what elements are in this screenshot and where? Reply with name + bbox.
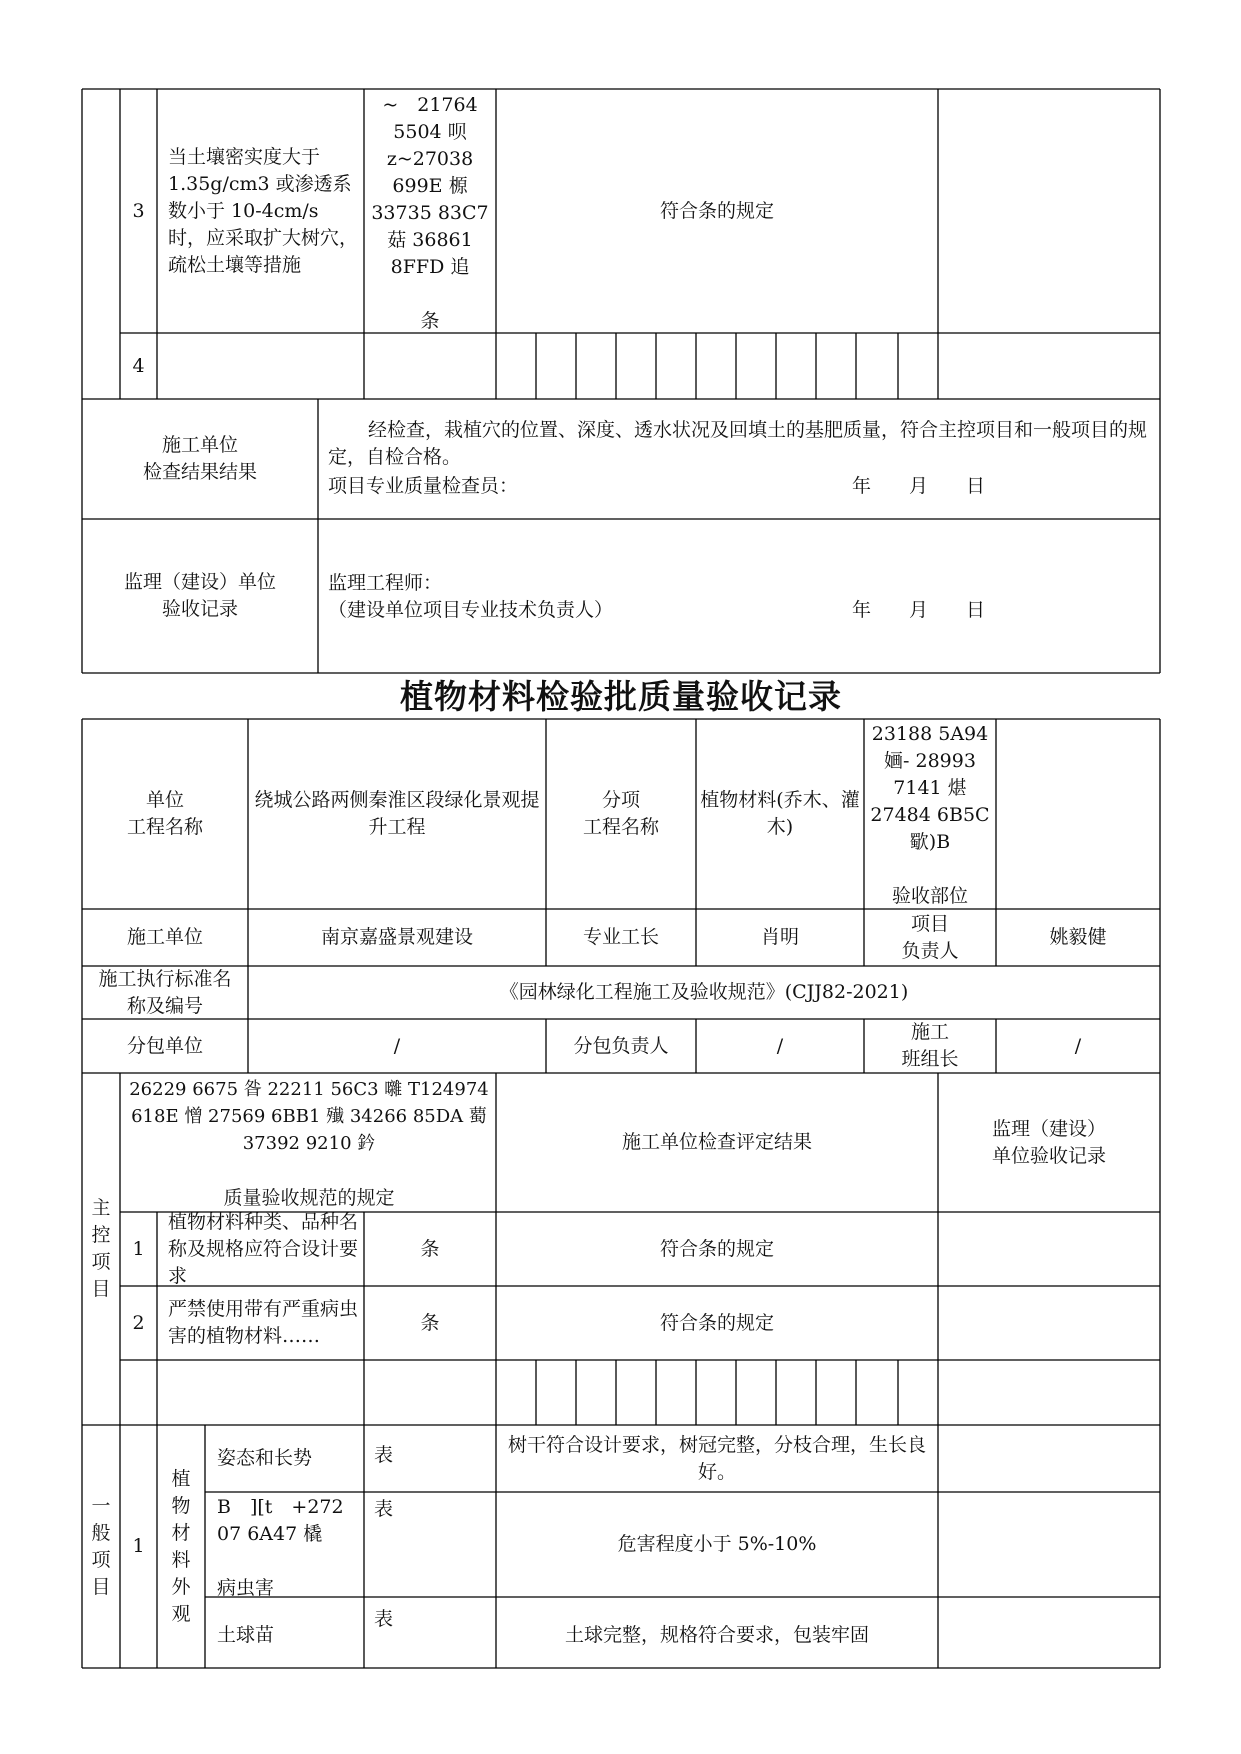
sub-manager-value: / (776, 1034, 784, 1057)
spec-garbled-header: 26229 6675 昝 22211 56C3 囃 T124974 618E 憎 27569 6BB1 殱 34266 85DA 薥 37392 9210 鈐 (129, 1079, 489, 1154)
main-row1-result: 符合条的规定 (659, 1237, 774, 1260)
general-items-label: 一 般 项 目 (91, 1494, 111, 1598)
row3-number: 3 (132, 199, 145, 222)
standard-label: 施工执行标准名 称及编号 (98, 967, 232, 1017)
root-ball-result: 土球完整，规格符合要求，包装牢固 (564, 1624, 869, 1646)
inspection-date: 年 月 日 (852, 475, 986, 497)
subcontractor-label: 分包单位 (126, 1034, 203, 1057)
general-row-number: 1 (132, 1535, 145, 1557)
construction-unit-value: 南京嘉盛景观建设 (320, 926, 473, 948)
project-manager-value: 姚毅健 (1049, 926, 1107, 948)
team-leader-label: 施工 班组长 (901, 1021, 959, 1070)
main-row2-result: 符合条的规定 (659, 1311, 774, 1334)
construction-unit-label: 施工单位 (126, 926, 203, 948)
unit-project-label: 单位 工程名称 (126, 789, 203, 838)
posture-growth-label (217, 1425, 362, 1492)
main-row2-requirement (168, 1286, 358, 1360)
posture-growth-result: 树干符合设计要求，树冠完整，分枝合理，生长良好。 (507, 1433, 926, 1483)
foreman-value: 肖明 (760, 926, 799, 948)
main-row2-clause: 条 (420, 1311, 440, 1334)
page-title: 植物材料检验批质量验收记录 (400, 677, 842, 716)
root-ball-clause: 表 (374, 1608, 394, 1630)
project-manager-label: 项目 负责人 (901, 912, 959, 962)
subcontractor-value: / (393, 1034, 401, 1057)
main-control-label: 主 控 项 目 (91, 1197, 111, 1300)
acceptance-part-label: 23188 5A94 婳- 28993 7141 煁 27484 6B5C 歜)B 验收部位 (870, 723, 990, 907)
pest-disease-result: 危害程度小于 5%-10% (617, 1533, 817, 1555)
main-row2-number: 2 (132, 1311, 145, 1334)
spec-header: 质量验收规范的规定 (223, 1187, 395, 1209)
pest-disease-label: B ][t +272 07 6A47 橇 病虫害 (217, 1496, 344, 1599)
posture-growth-clause: 表 (374, 1444, 394, 1466)
row3-requirement (168, 89, 358, 333)
main-row1-number: 1 (132, 1237, 145, 1260)
construction-check-text: 经检查，栽植穴的位置、深度、透水状况及回填土的基肥质量，符合主控项目和一般项目的规定，自检合格。 (328, 419, 1148, 468)
pest-disease-clause: 表 (374, 1498, 394, 1520)
row3-result: 符合条的规定 (659, 199, 774, 222)
team-leader-value: / (1074, 1034, 1082, 1057)
main-row1-clause: 条 (420, 1237, 440, 1260)
sub-project-label: 分项 工程名称 (582, 789, 659, 838)
main-row1-requirement-text: 植物材料种类、品种名称及规格应符合设计要求 (168, 1210, 359, 1287)
sub-project-value: 植物材料(乔木、灌木) (700, 789, 860, 838)
main-row1-requirement (168, 1212, 358, 1286)
foreman-label: 专业工长 (582, 926, 659, 948)
row3-clause: ~ 21764 5504 呗 z~27038 699E 榞 33735 83C7 菇 36861 8FFD 追 条 (371, 94, 489, 332)
construction-result-header: 施工单位检查评定结果 (621, 1131, 812, 1153)
standard-value: 《园林绿化工程施工及验收规范》(CJJ82-2021) (499, 981, 909, 1003)
quality-inspector-label: 项目专业质量检查员： (328, 475, 519, 497)
construction-check-label: 施工单位 检查结果结果 (142, 434, 257, 483)
main-row2-requirement-text: 严禁使用带有严重病虫害的植物材料…… (168, 1298, 359, 1347)
supervision-date: 年 月 日 (852, 599, 986, 621)
posture-growth-text: 姿态和长势 (217, 1447, 313, 1469)
plant-appearance-label: 植 物 材 料 外 观 (171, 1467, 191, 1625)
supervision-engineer-label: 监理工程师： (328, 572, 443, 594)
row3-requirement-text: 当土壤密实度大于 1.35g/cm3 或渗透系数小于 10-4cm/s 时，应采取扩大树穴，疏松土壤等措施 (168, 145, 359, 276)
supervision-record-header: 监理（建设） 单位验收记录 (991, 1117, 1106, 1167)
supervision-label: 监理（建设）单位 验收记录 (123, 571, 276, 620)
sub-manager-label: 分包负责人 (573, 1034, 669, 1057)
root-ball-label: 土球苗 (217, 1624, 275, 1646)
row4-number: 4 (132, 354, 145, 377)
owner-technical-lead-label: （建设单位项目专业技术负责人） (328, 599, 614, 621)
unit-project-value: 绕城公路两侧秦淮区段绿化景观提升工程 (254, 789, 540, 838)
